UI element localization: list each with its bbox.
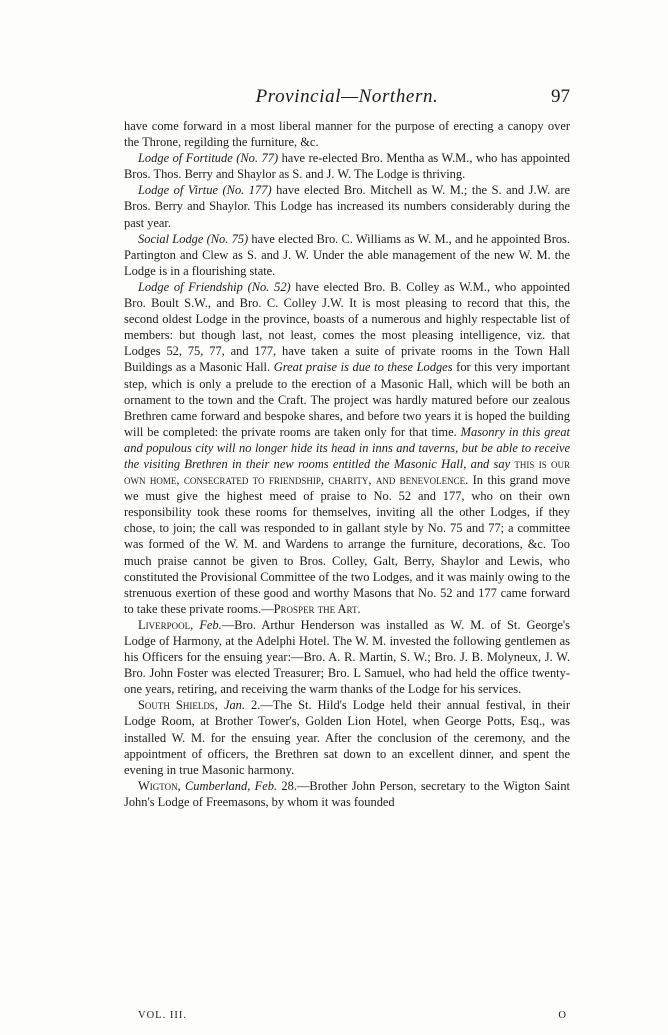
text-run: Prosper the Art.: [273, 601, 361, 616]
body-text: [124, 118, 570, 810]
page-header: [124, 86, 570, 112]
text-run: Great praise is due to these Lodges: [273, 360, 453, 375]
page-number: 97: [551, 86, 570, 107]
text-run: —Bro. Arthur Henderson was installed as W. M. of St. George's Lodge of Harmony, at the Adelphi Hotel. The W. M. invested the following gentlemen as his Officers for the ensuing year:—Bro. A. R. Martin, S. W.; Bro. J. B. Molyneux, J. W. Bro. John Foster was elected Treasurer; Bro. L Samuel, who had held the office twenty-one years, retiring, and receiving the warm thanks of the Lodge for his services.: [124, 617, 570, 697]
text-run: for this very important step, which is only a prelude to the erection of a Masonic Hall, which will be both an ornament to the town and the Craft. The project was hardly matured before our zealous Brethren came forward and bespoke shares, and before two years it is hoped the building will be completed: the private rooms are taken only for that time.: [124, 360, 570, 439]
text-run: Wigton,: [138, 778, 181, 793]
text-run: Social Lodge (No. 75): [138, 231, 249, 246]
text-run: Lodge of Friendship (No. 52): [138, 279, 291, 294]
running-title: Provincial—Northern.: [255, 86, 439, 107]
text-run: have elected Bro. Mitchell as W. M.; the S. and J.W. are Bros. Berry and Shaylor. This Lodge has increased its numbers considerably during the past year.: [124, 183, 571, 230]
text-run: Lodge of Virtue (No. 177): [138, 183, 272, 198]
text-run: Masonry in this great and populous city will no longer hide its head in inns and taverns, but be able to receive the visiting Brethren in their new rooms entitled the Masonic Hall, and say: [124, 424, 570, 471]
text-run: Cumberland, Feb.: [185, 778, 278, 793]
page-footer: [138, 1010, 566, 1026]
volume-label: VOL. III.: [138, 1010, 187, 1021]
text-run: Liverpool,: [138, 617, 194, 632]
text-run: have elected Bro. C. Williams as W. M., and he appointed Bros. Partington and Clew as S. and J. W. Under the able management of the new W. M. the Lodge is in a flourishing state.: [124, 231, 571, 278]
paragraph: [124, 697, 570, 777]
text-run: have elected Bro. B. Colley as W.M., who appointed Bro. Boult S.W., and Bro. C. Colley J.W. It is most pleasing to record that this, the second oldest Lodge in the province, boasts of a numerous and highly respectable list of members: but though last, not least, comes the most pleasing intelligence, viz. that Lodges 52, 75, 77, and 177, have taken a suite of private rooms in the Town Hall Buildings as a Masonic Hall.: [124, 279, 571, 375]
text-run: have come forward in a most liberal manner for the purpose of erecting a canopy over the Throne, regilding the furniture, &c.: [124, 119, 570, 150]
paragraph: [124, 279, 570, 617]
text-run: In this grand move we must give the highest meed of praise to No. 52 and 177, who on their own responsibility took these rooms for themselves, inviting all the other Lodges, if they chose, to join; the call was responded to in gallant style by No. 75 and 77; a committee was formed of the W. M. and Wardens to arrange the furniture, decorations, &c. Too much praise cannot be given to Bros. Colley, Galt, Berry, Shaylor and Lewis, who constituted the Provisional Committee of the two Lodges, and it was mainly owing to the strenuous exertion of these good and worthy Masons that No. 52 and 177 came forward to take these private rooms.—: [124, 473, 570, 616]
paragraph: [124, 617, 570, 697]
text-run: South Shields,: [138, 698, 218, 713]
text-run: 2.—The St. Hild's Lodge held their annual festival, in their Lodge Room, at Brother Tower's, Golden Lion Hotel, when George Potts, Esq., was installed W. M. for the ensuing year. After the conclusion of the ceremony, and the appointment of officers, the Brethren sat down to an excellent dinner, and spent the evening in true Masonic harmony.: [124, 698, 571, 777]
paragraph: [124, 118, 570, 150]
paragraph: [124, 778, 570, 810]
signature-mark: O: [558, 1010, 566, 1021]
text-run: Feb.: [199, 617, 222, 632]
paragraph: [124, 231, 570, 279]
text-run: have re-elected Bro. Mentha as W.M., who has appointed Bros. Thos. Berry and Shaylor as S. and J. W. The Lodge is thriving.: [124, 151, 570, 182]
text-run: 28.—Brother John Person, secretary to the Wigton Saint John's Lodge of Freemasons, by whom it was founded: [124, 778, 571, 809]
text-run: Lodge of Fortitude (No. 77): [138, 151, 279, 166]
text-run: this is our own home, consecrated to friendship, charity, and benevolence.: [124, 456, 570, 488]
paragraph: [124, 182, 570, 230]
text-run: Jan.: [223, 698, 246, 713]
paragraph: [124, 150, 570, 182]
